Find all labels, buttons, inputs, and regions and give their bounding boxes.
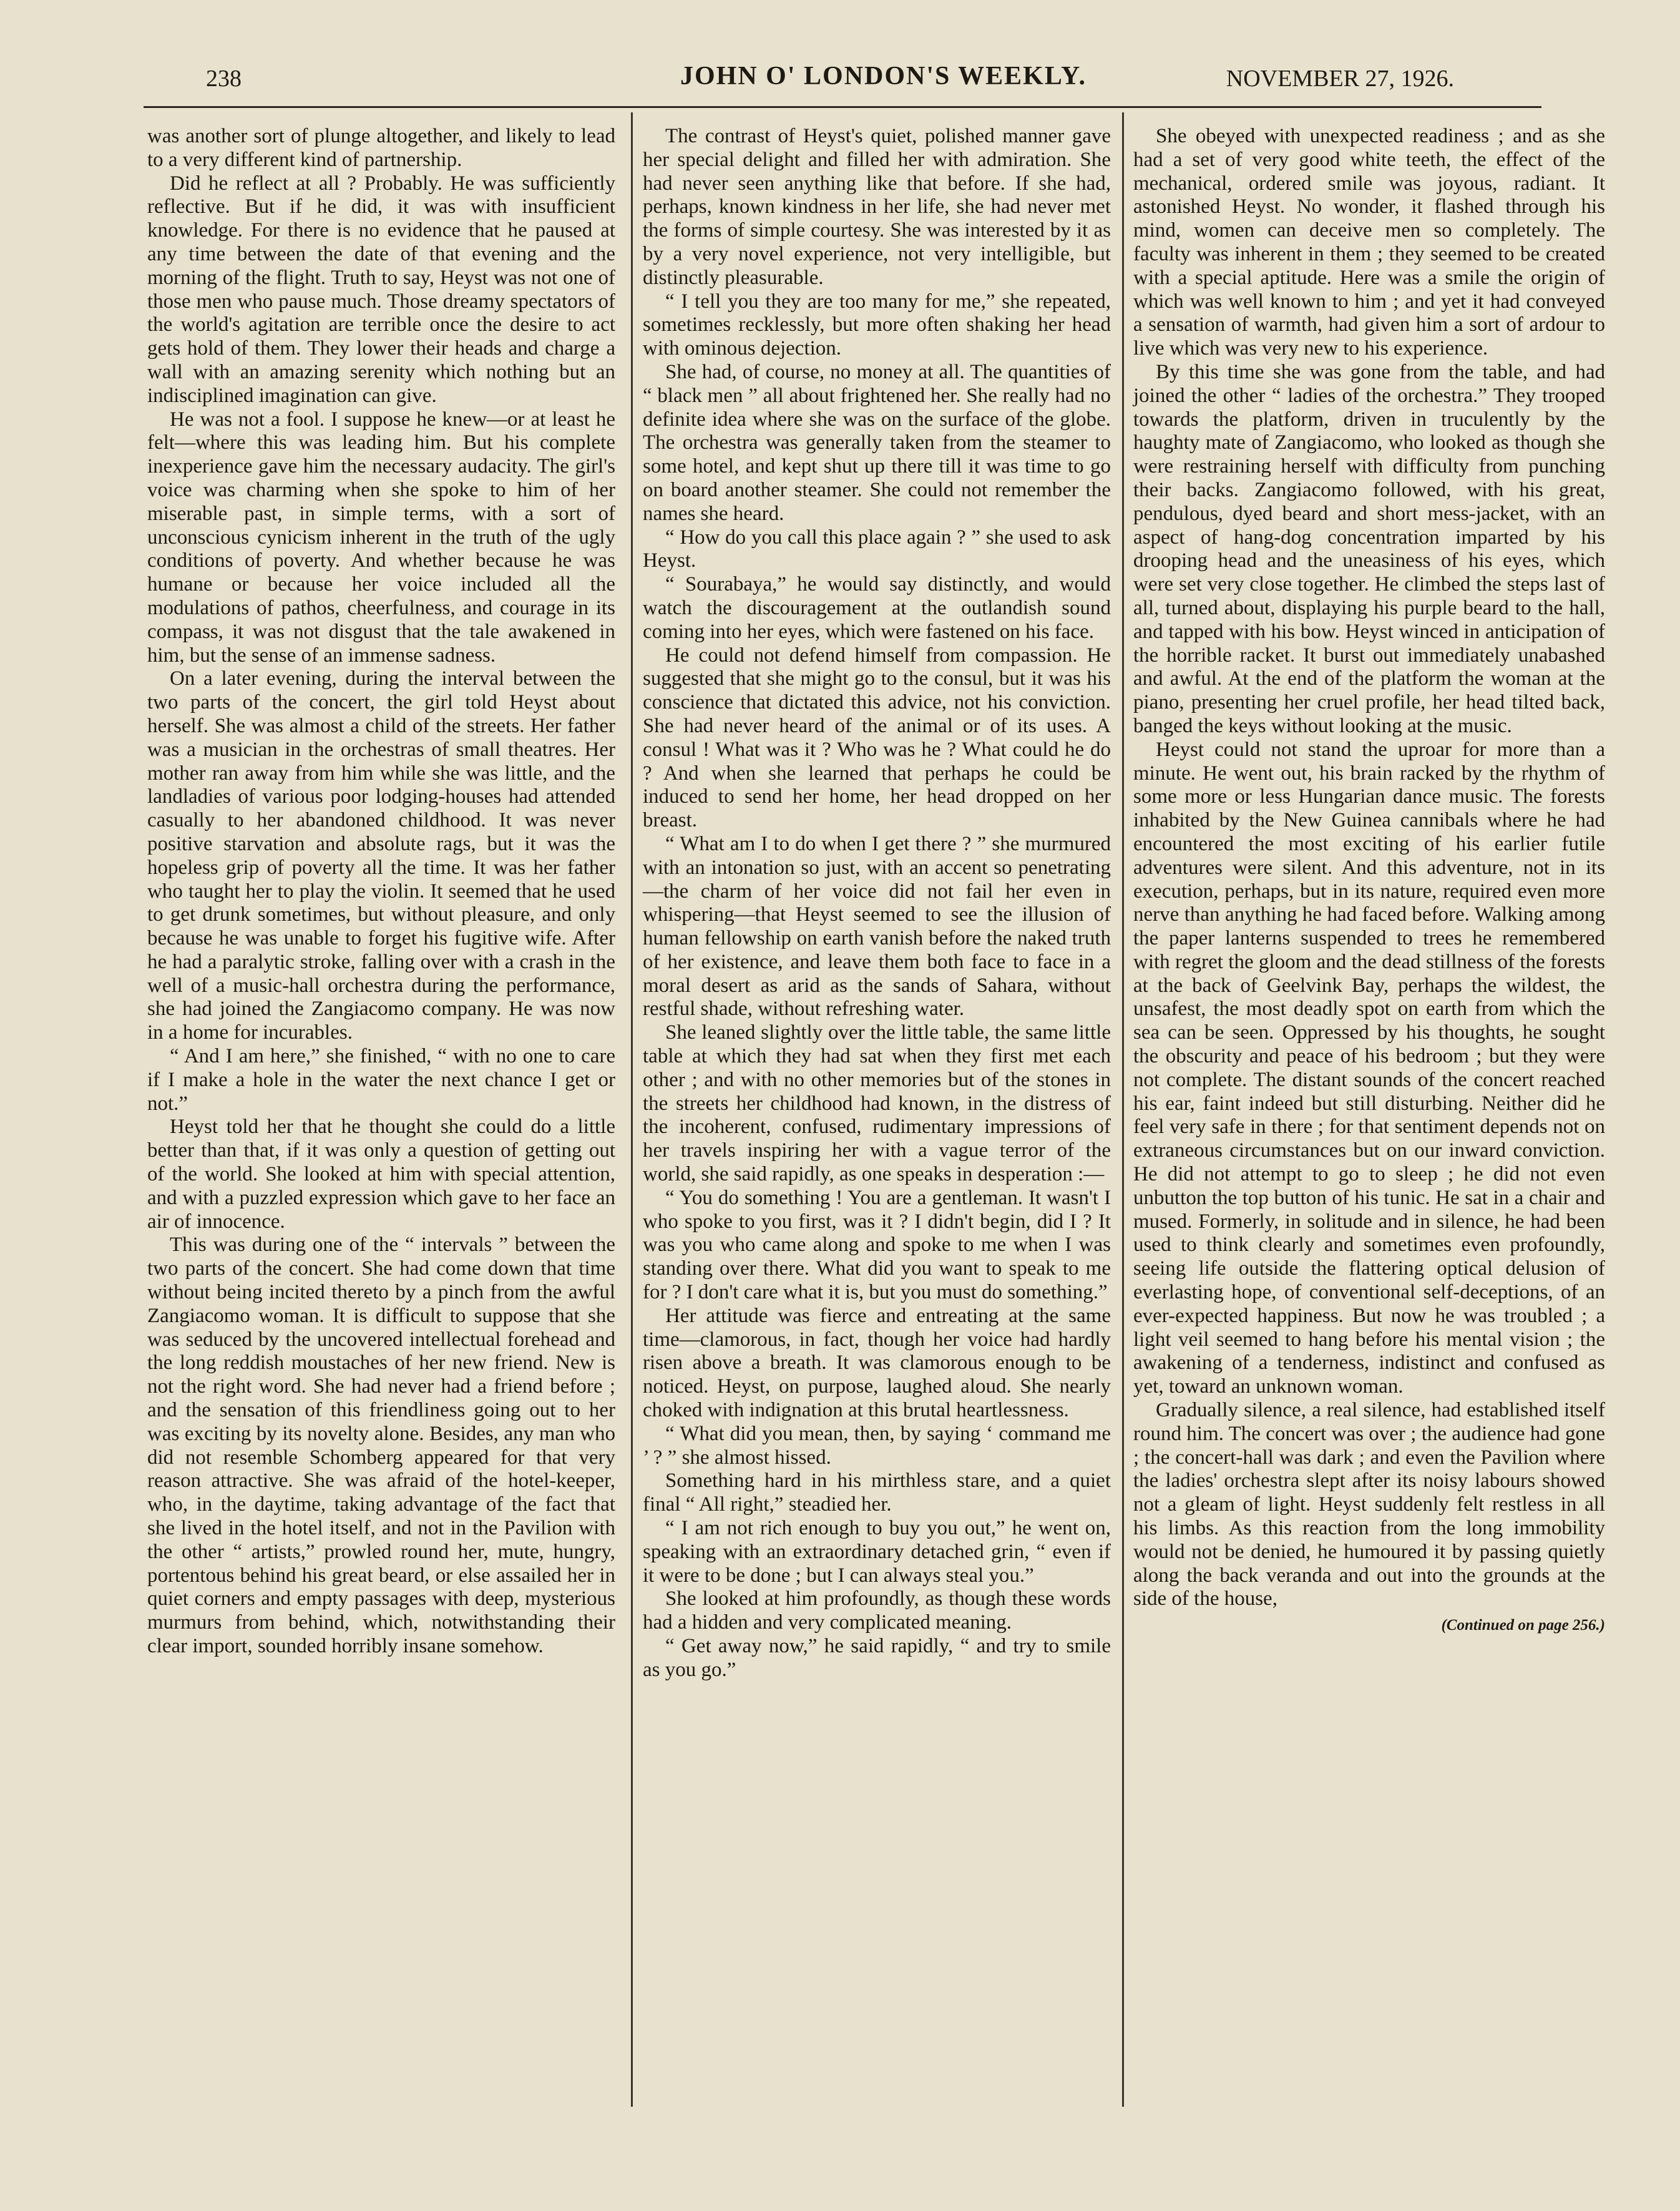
paragraph: “ How do you call this place again ? ” she used to ask Heyst. xyxy=(643,526,1111,572)
paragraph: “ What did you mean, then, by saying ‘ command me ’ ? ” she almost hissed. xyxy=(643,1422,1111,1469)
paragraph: “ Get away now,” he said rapidly, “ and try to smile as you go.” xyxy=(643,1635,1111,1681)
text-column-3 xyxy=(1133,125,1605,1637)
paragraph: He could not defend himself from compassion. He suggested that she might go to the consul, but it was his conscience that dictated this advice, not his conviction. She had never heard of the animal or of its uses. A consul ! What was it ? Who was he ? What could he do ? And when she learned that perhaps he could be induced to send her home, her head dropped on her breast. xyxy=(643,644,1111,832)
paragraph: The contrast of Heyst's quiet, polished manner gave her special delight and filled her with admiration. She had never seen anything like that before. If she had, perhaps, known kindness in her life, she had never met the forms of simple courtesy. She was interested by it as by a very novel experience, not very intelligible, but distinctly pleasurable. xyxy=(643,125,1111,289)
paragraph: Something hard in his mirthless stare, and a quiet final “ All right,” steadied her. xyxy=(643,1469,1111,1516)
paragraph: She looked at him profoundly, as though these words had a hidden and very complicated meaning. xyxy=(643,1587,1111,1634)
paragraph: On a later evening, during the interval between the two parts of the concert, the girl told Heyst about herself. She was almost a child of the streets. Her father was a musician in the orchestras of small theatres. Her mother ran away from him while she was little, and the landladies of various poor lodging-houses had attended casually to her abandoned childhood. It was never positive starvation and absolute rags, but it was the hopeless grip of poverty all the time. It was her father who taught her to play the violin. It seemed that he used to get drunk sometimes, but without pleasure, and only because he was unable to forget his fugitive wife. After he had a paralytic stroke, falling over with a crash in the well of a music-hall orchestra during the performance, she had joined the Zangiacomo company. He was now in a home for incurables. xyxy=(147,667,615,1044)
paragraph: Gradually silence, a real silence, had established itself round him. The concert was over ; the audience had gone ; the concert-hall was dark ; and even the Pavilion where the ladies' orchestra slept after its noisy labours showed not a gleam of light. Heyst suddenly felt restless in all his limbs. As this reaction from the long immobility would not be denied, he humoured it by passing quietly along the back veranda and out into the grounds at the side of the house, xyxy=(1133,1399,1605,1610)
paragraph: “ You do something ! You are a gentleman. It wasn't I who spoke to you first, was it ? I didn't begin, did I ? It was you who came along and spoke to me when I was standing over there. What did you want to speak to me for ? I don't care what it is, but you must do something.” xyxy=(643,1186,1111,1304)
paragraph: was another sort of plunge altogether, and likely to lead to a very different kind of partnership. xyxy=(147,125,615,171)
continuation-note: (Continued on page 256.) xyxy=(1441,1617,1605,1634)
paragraph: She had, of course, no money at all. The quantities of “ black men ” all about frightened her. She really had no definite idea where she was on the surface of the globe. The orchestra was generally taken from the steamer to some hotel, and kept shut up there till it was time to go on board another steamer. She could not remember the names she heard. xyxy=(643,360,1111,525)
paragraph: Her attitude was fierce and entreating at the same time—clamorous, in fact, though her voice had hardly risen above a breath. It was clamorous enough to be noticed. Heyst, on purpose, laughed aloud. She nearly choked with indignation at this brutal heartlessness. xyxy=(643,1304,1111,1422)
paragraph: Heyst could not stand the uproar for more than a minute. He went out, his brain racked by the rhythm of some more or less Hungarian dance music. The forests inhabited by the New Guinea cannibals where he had encountered the most exciting of his earlier futile adventures were silent. And this adventure, not in its execution, perhaps, but in its nature, required even more nerve than anything he had faced before. Walking among the paper lanterns suspended to trees he remembered with regret the gloom and the dead stillness of the forests at the back of Geelvink Bay, perhaps the wildest, the unsafest, the most deadly spot on earth from which the sea can be seen. Oppressed by his thoughts, he sought the obscurity and peace of his bedroom ; but they were not complete. The distant sounds of the concert reached his ear, faint indeed but still disturbing. Neither did he feel very safe in there ; for that sentiment depends not on extraneous circumstances but on our inward conviction. He did not attempt to go to sleep ; he did not even unbutton the top button of his tunic. He sat in a chair and mused. Formerly, in solitude and in silence, he had been used to think clearly and sometimes even profoundly, seeing life outside the flattering optical delusion of everlasting hope, of conventional self-deceptions, of an ever-expected happiness. But now he was troubled ; a light veil seemed to hang before his mental vision ; the awakening of a tenderness, indistinct and confused as yet, toward an unknown woman. xyxy=(1133,738,1605,1398)
column-divider xyxy=(631,112,633,2107)
text-column-2 xyxy=(643,125,1111,1682)
paragraph: “ And I am here,” she finished, “ with no one to care if I make a hole in the water the next chance I get or not.” xyxy=(147,1045,615,1115)
issue-date: NOVEMBER 27, 1926. xyxy=(1226,66,1454,92)
page-number: 238 xyxy=(206,66,242,92)
page-header xyxy=(206,61,1454,105)
column-divider xyxy=(1122,112,1124,2107)
paragraph: “ I am not rich enough to buy you out,” he went on, speaking with an extraordinary detached grin, “ even if it were to be done ; but I can always steal you.” xyxy=(643,1517,1111,1587)
text-column-1 xyxy=(147,125,615,1659)
paragraph: Did he reflect at all ? Probably. He was sufficiently reflective. But if he did, it was with insufficient knowledge. For there is no evidence that he paused at any time between the date of that evening and the morning of the flight. Truth to say, Heyst was not one of those men who pause much. Those dreamy spectators of the world's agitation are terrible once the desire to act gets hold of them. They lower their heads and charge a wall with an amazing serenity which nothing but an indisciplined imagination can give. xyxy=(147,172,615,407)
paragraph: This was during one of the “ intervals ” between the two parts of the concert. She had come down that time without being incited thereto by a pinch from the awful Zangiacomo woman. It is difficult to suppose that she was seduced by the uncovered intellectual forehead and the long reddish moustaches of her new friend. New is not the right word. She had never had a friend before ; and the sensation of this friendliness going out to her was exciting by its novelty alone. Besides, any man who did not resemble Schomberg appeared for that very reason attractive. She was afraid of the hotel-keeper, who, in the daytime, taking advantage of the fact that she lived in the hotel itself, and not in the Pavilion with the other “ artists,” prowled round her, mute, hungry, portentous behind his great beard, or else assailed her in quiet corners and empty passages with deep, mysterious murmurs from behind, which, notwithstanding their clear import, sounded horribly insane somehow. xyxy=(147,1233,615,1657)
header-rule xyxy=(144,106,1541,108)
paragraph: “ I tell you they are too many for me,” she repeated, sometimes recklessly, but more often shaking her head with ominous dejection. xyxy=(643,290,1111,360)
paragraph: He was not a fool. I suppose he knew—or at least he felt—where this was leading him. But his complete inexperience gave him the necessary audacity. The girl's voice was charming when she spoke to him of her miserable past, in simple terms, with a sort of unconscious cynicism inherent in the truth of the ugly conditions of poverty. And whether because he was humane or because her voice included all the modulations of pathos, cheerfulness, and courage in its compass, it was not disgust that the tale awakened in him, but the sense of an immense sadness. xyxy=(147,408,615,667)
paragraph: She obeyed with unexpected readiness ; and as she had a set of very good white teeth, the effect of the mechanical, ordered smile was joyous, radiant. It astonished Heyst. No wonder, it flashed through his mind, women can deceive men so completely. The faculty was inherent in them ; they seemed to be created with a special aptitude. Here was a smile the origin of which was well known to him ; and yet it had conveyed a sensation of warmth, had given him a sort of ardour to live which was very new to his experience. xyxy=(1133,125,1605,360)
paragraph: “ What am I to do when I get there ? ” she murmured with an intonation so just, with an accent so penetrating—the charm of her voice did not fail her even in whispering—that Heyst seemed to see the illusion of human fellowship on earth vanish before the naked truth of her existence, and leave them both face to face in a moral desert as arid as the sands of Sahara, without restful shade, without refreshing water. xyxy=(643,832,1111,1021)
publication-title: JOHN O' LONDON'S WEEKLY. xyxy=(680,62,1087,91)
paragraph: “ Sourabaya,” he would say distinctly, and would watch the discouragement at the outlandish sound coming into her eyes, which were fastened on his face. xyxy=(643,573,1111,643)
paragraph: She leaned slightly over the little table, the same little table at which they had sat when they first met each other ; and with no other memories but of the stones in the streets her childhood had known, in the distress of the incoherent, confused, rudimentary impressions of her travels inspiring her with a vague terror of the world, she said rapidly, as one speaks in desperation :— xyxy=(643,1021,1111,1186)
paragraph: By this time she was gone from the table, and had joined the other “ ladies of the orchestra.” They trooped towards the platform, driven in truculently by the haughty mate of Zangiacomo, who looked as though she were restraining herself with difficulty from punching their backs. Zangiacomo followed, with his great, pendulous, dyed beard and short mess-jacket, with an aspect of hang-dog concentration imparted by his drooping head and the uneasiness of his eyes, which were set very close together. He climbed the steps last of all, turned about, displaying his purple beard to the hall, and tapped with his bow. Heyst winced in anticipation of the horrible racket. It burst out immediately unabashed and awful. At the end of the platform the woman at the piano, presenting her cruel profile, her head tilted back, banged the keys without looking at the music. xyxy=(1133,360,1605,737)
paragraph: Heyst told her that he thought she could do a little better than that, if it was only a question of getting out of the world. She looked at him with special attention, and with a puzzled expression which gave to her face an air of innocence. xyxy=(147,1115,615,1233)
